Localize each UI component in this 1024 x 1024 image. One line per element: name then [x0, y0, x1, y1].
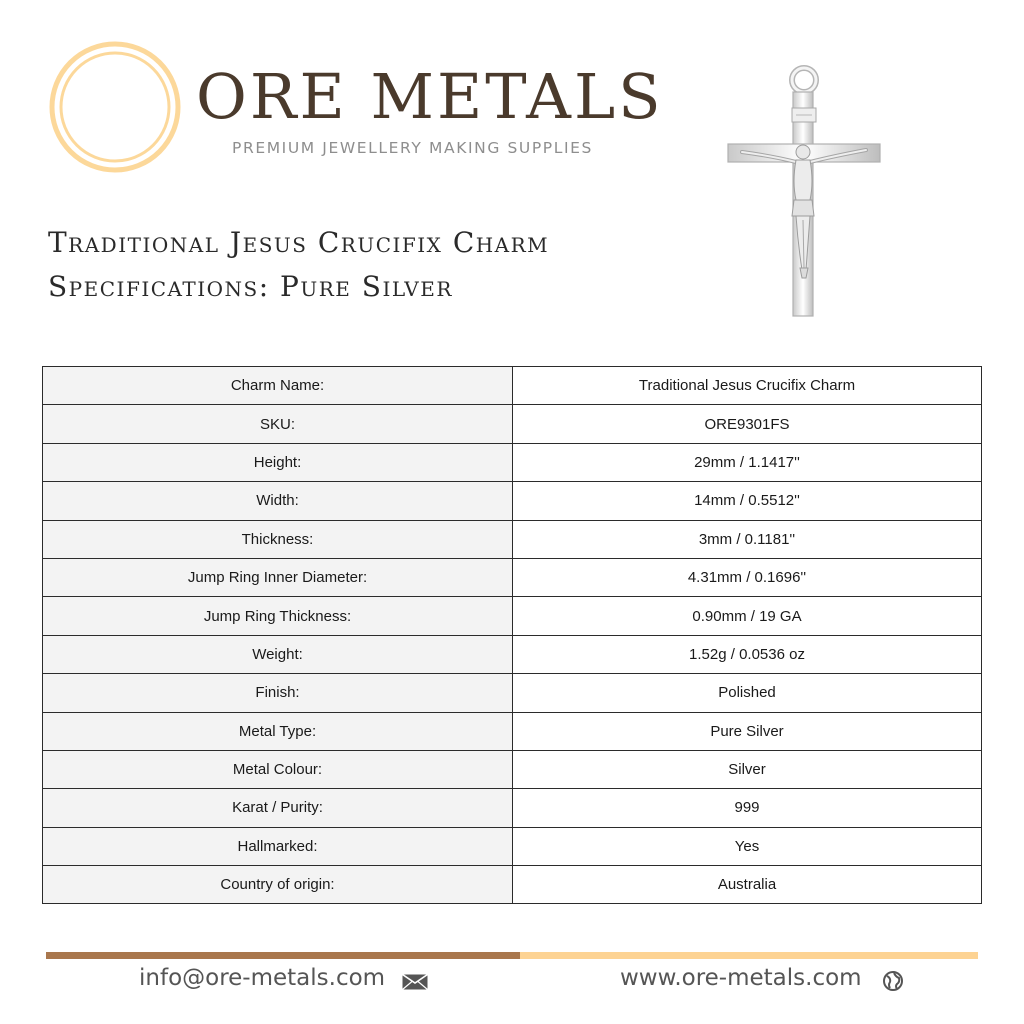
- table-row: [43, 443, 982, 481]
- table-row: [43, 597, 982, 635]
- spec-label: Metal Colour:: [43, 750, 513, 788]
- spec-label: Hallmarked:: [43, 827, 513, 865]
- product-title: Traditional Jesus Crucifix Charm: [48, 226, 550, 259]
- table-row: [43, 635, 982, 673]
- crucifix-icon: [722, 64, 886, 320]
- table-row: [43, 866, 982, 904]
- specifications-table: [42, 366, 982, 904]
- table-row: [43, 674, 982, 712]
- table-row: [43, 405, 982, 443]
- brand-name: ORE METALS: [196, 60, 664, 133]
- footer-website[interactable]: www.ore-metals.com: [620, 965, 862, 991]
- spec-value: Silver: [513, 750, 982, 788]
- table-row: [43, 482, 982, 520]
- spec-value: 1.52g / 0.0536 oz: [513, 635, 982, 673]
- footer-divider-brown: [46, 952, 520, 959]
- spec-label: Finish:: [43, 674, 513, 712]
- table-row: [43, 750, 982, 788]
- spec-value: 14mm / 0.5512'': [513, 482, 982, 520]
- brand-tagline: PREMIUM JEWELLERY MAKING SUPPLIES: [232, 139, 593, 157]
- spec-value: 0.90mm / 19 GA: [513, 597, 982, 635]
- spec-label: Karat / Purity:: [43, 789, 513, 827]
- footer-email[interactable]: info@ore-metals.com: [139, 965, 386, 991]
- spec-label: SKU:: [43, 405, 513, 443]
- spec-label: Charm Name:: [43, 367, 513, 405]
- table-row: [43, 789, 982, 827]
- spec-value: 4.31mm / 0.1696'': [513, 558, 982, 596]
- table-row: [43, 558, 982, 596]
- table-row: [43, 367, 982, 405]
- globe-icon: [882, 970, 904, 992]
- spec-label: Jump Ring Thickness:: [43, 597, 513, 635]
- spec-value: 999: [513, 789, 982, 827]
- envelope-icon: [402, 974, 428, 990]
- spec-value: 3mm / 0.1181'': [513, 520, 982, 558]
- spec-label: Height:: [43, 443, 513, 481]
- table-row: [43, 712, 982, 750]
- spec-label: Weight:: [43, 635, 513, 673]
- footer-divider-peach: [520, 952, 978, 959]
- product-specifications-heading: Specifications: Pure Silver: [48, 270, 453, 303]
- spec-value: ORE9301FS: [513, 405, 982, 443]
- spec-value: Yes: [513, 827, 982, 865]
- spec-label: Thickness:: [43, 520, 513, 558]
- spec-label: Metal Type:: [43, 712, 513, 750]
- spec-value: Australia: [513, 866, 982, 904]
- logo-rings-icon: [48, 40, 182, 174]
- spec-label: Width:: [43, 482, 513, 520]
- table-row: [43, 827, 982, 865]
- table-row: [43, 520, 982, 558]
- spec-label: Country of origin:: [43, 866, 513, 904]
- spec-value: Polished: [513, 674, 982, 712]
- spec-label: Jump Ring Inner Diameter:: [43, 558, 513, 596]
- spec-value: 29mm / 1.1417'': [513, 443, 982, 481]
- spec-value: Traditional Jesus Crucifix Charm: [513, 367, 982, 405]
- spec-value: Pure Silver: [513, 712, 982, 750]
